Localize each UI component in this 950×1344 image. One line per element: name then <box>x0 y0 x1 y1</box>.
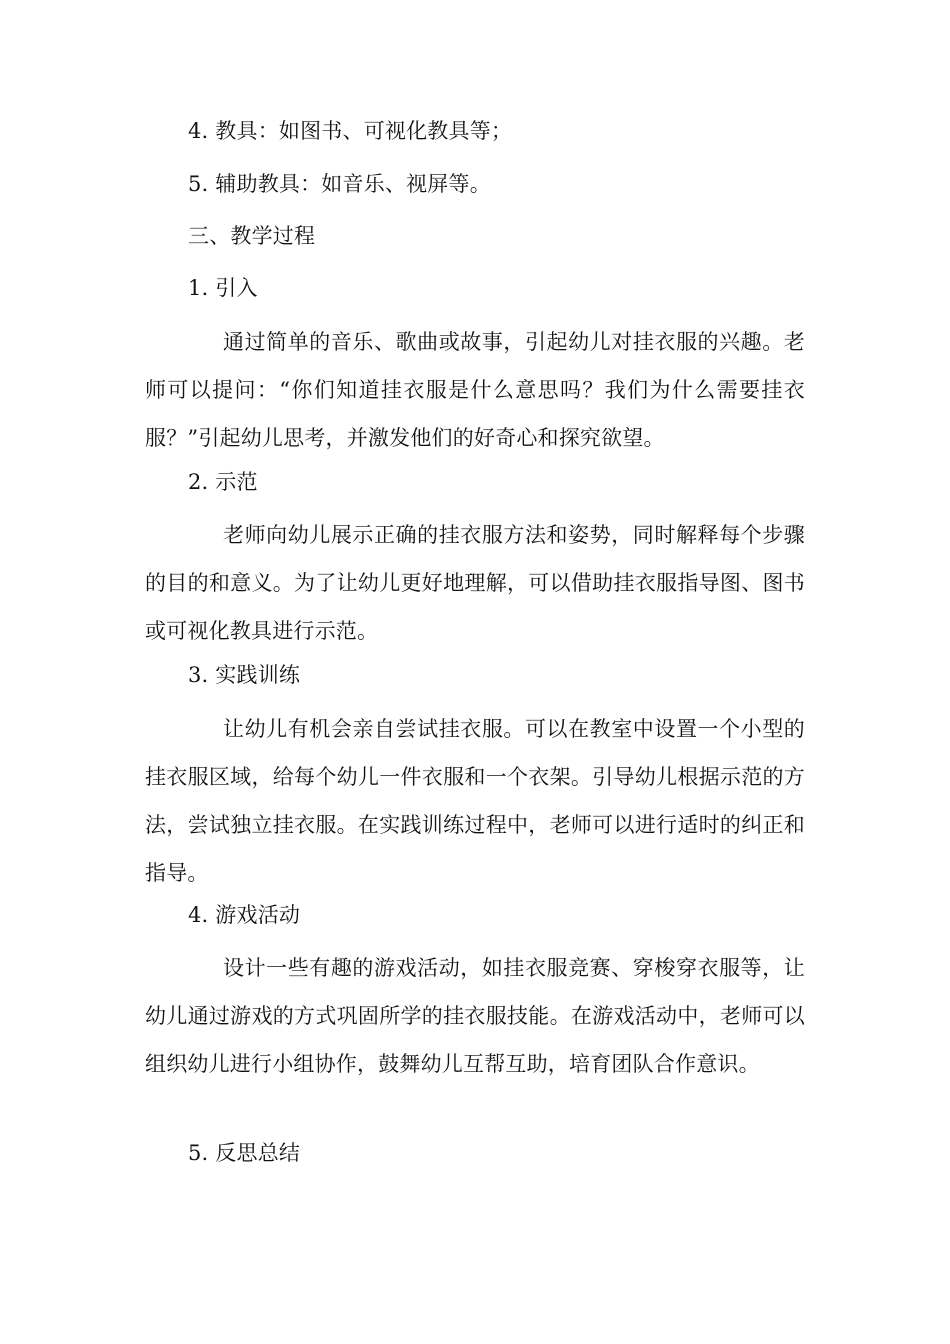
section-heading-teaching-process: 三、教学过程 <box>188 224 316 248</box>
list-item-auxiliary-tools: 5. 辅助教具：如音乐、视屏等。 <box>188 172 491 196</box>
paragraph-practice: 让幼儿有机会亲自尝试挂衣服。可以在教室中设置一个小型的挂衣服区域，给每个幼儿一件衣服和一个衣架。引导幼儿根据示范的方法，尝试独立挂衣服。在实践训练过程中，老师可以进行适时的纠正和指导。 <box>145 717 805 885</box>
paragraph-demonstration: 老师向幼儿展示正确的挂衣服方法和姿势，同时解释每个步骤的目的和意义。为了让幼儿更好地理解，可以借助挂衣服指导图、图书或可视化教具进行示范。 <box>145 523 805 643</box>
step-heading-games: 4. 游戏活动 <box>188 903 301 927</box>
step-heading-introduction: 1. 引入 <box>188 276 258 300</box>
list-item-teaching-tools: 4. 教具：如图书、可视化教具等； <box>188 119 513 143</box>
step-heading-demonstration: 2. 示范 <box>188 470 258 494</box>
paragraph-games: 设计一些有趣的游戏活动，如挂衣服竞赛、穿梭穿衣服等，让幼儿通过游戏的方式巩固所学的挂衣服技能。在游戏活动中，老师可以组织幼儿进行小组协作，鼓舞幼儿互帮互助，培育团队合作意识。 <box>145 956 805 1076</box>
step-heading-practice: 3. 实践训练 <box>188 663 301 687</box>
paragraph-introduction: 通过简单的音乐、歌曲或故事，引起幼儿对挂衣服的兴趣。老师可以提问：“你们知道挂衣服是什么意思吗？我们为什么需要挂衣服？”引起幼儿思考，并激发他们的好奇心和探究欲望。 <box>145 330 805 450</box>
step-heading-reflection: 5. 反思总结 <box>188 1141 301 1165</box>
